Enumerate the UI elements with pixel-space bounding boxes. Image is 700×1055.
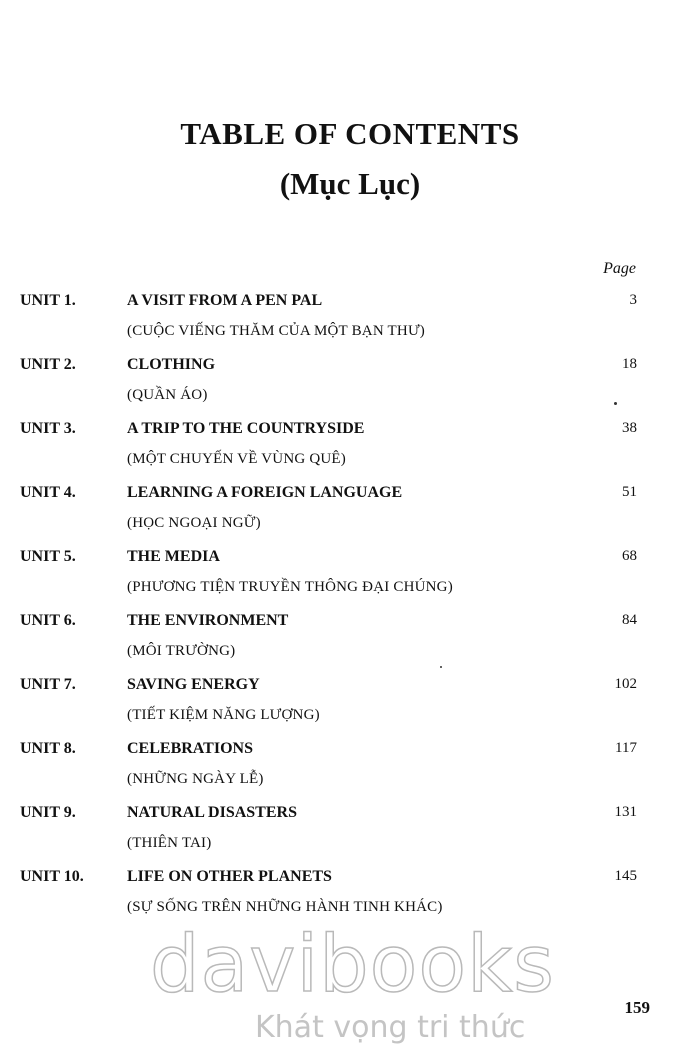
page-subtitle: (Mục Lục): [279, 166, 421, 201]
unit-subtitle: (HỌC NGOẠI NGỮ): [127, 515, 261, 531]
toc-entry-unit-1: [0, 288, 700, 352]
unit-subtitle: (NHỮNG NGÀY LỄ): [127, 771, 264, 787]
watermark-brand: davibooks: [150, 920, 555, 1010]
unit-number: UNIT 8.: [20, 740, 76, 757]
unit-number: UNIT 6.: [20, 612, 76, 629]
unit-page: 68: [622, 548, 637, 564]
print-speck: [440, 666, 442, 668]
unit-number: UNIT 7.: [20, 676, 76, 693]
unit-subtitle: (MỘT CHUYẾN VỀ VÙNG QUÊ): [127, 451, 346, 467]
toc-entry-unit-8: [0, 736, 700, 800]
toc-list: [0, 288, 700, 928]
toc-entry-unit-3: [0, 416, 700, 480]
unit-page: 117: [615, 740, 637, 756]
unit-subtitle: (MÔI TRƯỜNG): [127, 643, 236, 659]
unit-title: NATURAL DISASTERS: [127, 804, 297, 821]
unit-page: 131: [614, 804, 637, 820]
unit-title: A VISIT FROM A PEN PAL: [127, 292, 323, 309]
unit-page: 51: [622, 484, 637, 500]
print-speck: [614, 402, 617, 405]
unit-subtitle: (CUỘC VIẾNG THĂM CỦA MỘT BẠN THƯ): [127, 323, 425, 339]
unit-title: THE MEDIA: [127, 548, 220, 565]
unit-number: UNIT 9.: [20, 804, 76, 821]
unit-number: UNIT 4.: [20, 484, 76, 501]
unit-title: SAVING ENERGY: [127, 676, 260, 693]
unit-title: LEARNING A FOREIGN LANGUAGE: [127, 484, 403, 501]
unit-subtitle: (QUẦN ÁO): [127, 387, 208, 403]
toc-entry-unit-5: [0, 544, 700, 608]
unit-subtitle: (PHƯƠNG TIỆN TRUYỀN THÔNG ĐẠI CHÚNG): [127, 579, 453, 595]
unit-subtitle: (SỰ SỐNG TRÊN NHỮNG HÀNH TINH KHÁC): [127, 899, 443, 915]
unit-page: 18: [622, 356, 637, 372]
toc-entry-unit-7: [0, 672, 700, 736]
unit-title: CELEBRATIONS: [127, 740, 253, 757]
unit-title: THE ENVIRONMENT: [127, 612, 289, 629]
toc-entry-unit-4: [0, 480, 700, 544]
toc-entry-unit-6: [0, 608, 700, 672]
unit-number: UNIT 10.: [20, 868, 84, 885]
page-title: TABLE OF CONTENTS: [180, 116, 520, 151]
toc-entry-unit-10: [0, 864, 700, 928]
toc-entry-unit-2: [0, 352, 700, 416]
unit-number: UNIT 1.: [20, 292, 76, 309]
unit-page: 3: [629, 292, 637, 308]
watermark-slogan: Khát vọng tri thức: [255, 1010, 526, 1045]
unit-page: 38: [622, 420, 637, 436]
page-column-label: Page: [603, 260, 636, 277]
page-number: 159: [624, 998, 650, 1017]
unit-title: A TRIP TO THE COUNTRYSIDE: [127, 420, 365, 437]
unit-subtitle: (TIẾT KIỆM NĂNG LƯỢNG): [127, 707, 320, 723]
unit-page: 84: [622, 612, 637, 628]
unit-subtitle: (THIÊN TAI): [127, 835, 212, 851]
unit-number: UNIT 3.: [20, 420, 76, 437]
unit-page: 145: [614, 868, 637, 884]
unit-page: 102: [614, 676, 637, 692]
unit-number: UNIT 5.: [20, 548, 76, 565]
unit-title: CLOTHING: [127, 356, 216, 373]
unit-title: LIFE ON OTHER PLANETS: [127, 868, 332, 885]
unit-number: UNIT 2.: [20, 356, 76, 373]
toc-entry-unit-9: [0, 800, 700, 864]
